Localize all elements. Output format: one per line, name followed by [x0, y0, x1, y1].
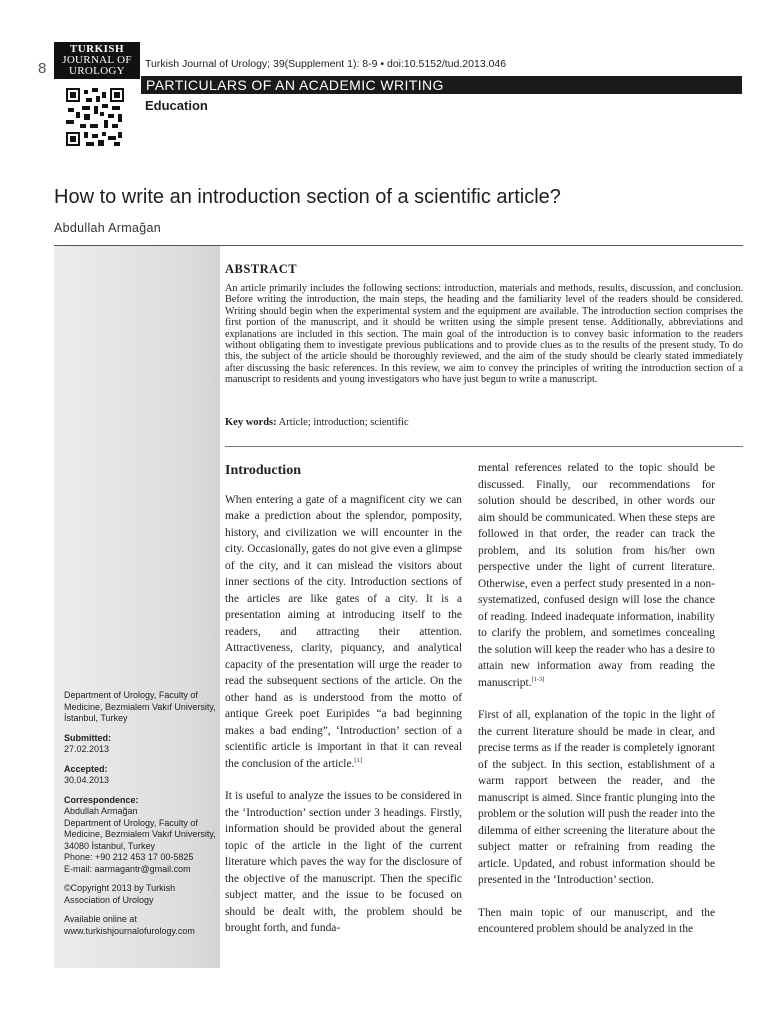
logo-line-3: UROLOGY — [69, 65, 125, 77]
accepted-date: 30.04.2013 — [64, 775, 110, 785]
paragraph-text: mental references related to the topic should be discussed. Finally, our recommendations for solution should be described, in other words our aim should be communicated. When these steps are followed in that order, the reader can track the problem, and its solution from his/her own perspective under the light of current literature. Otherwise, even a perfect study presented in a non-systematized, confused design will lose the chance of reading. Indeed inadequate information, inability to clarify the problem, and sometimes concealing the solution will keep the reader who has a desire to attain new information away from reading the manuscript. — [478, 462, 715, 689]
correspondence-address: Department of Urology, Faculty of Medicine, Bezmialem Vakıf University, 34080 İstanbul, Turkey — [64, 817, 216, 851]
keywords-label: Key words: — [225, 417, 277, 428]
journal-logo — [54, 42, 140, 79]
qr-code-icon — [66, 88, 124, 146]
keywords-value: Article; introduction; scientific — [278, 417, 409, 428]
correspondence-label: Correspondence: — [64, 794, 139, 805]
accepted-block — [64, 764, 216, 787]
journal-url-link[interactable]: www.turkishjournalofurology.com — [64, 925, 195, 936]
reference-marker[interactable]: [1] — [354, 756, 362, 764]
section-title-bar: PARTICULARS OF AN ACADEMIC WRITING — [141, 76, 742, 94]
correspondence-name: Abdullah Armağan — [64, 806, 138, 816]
submitted-date: 27.02.2013 — [64, 744, 110, 754]
logo-line-2: JOURNAL OF — [62, 54, 132, 66]
article-category: Education — [145, 98, 208, 113]
available-online — [64, 914, 216, 937]
submitted-label: Submitted: — [64, 732, 111, 743]
logo-line-1: TURKISH — [69, 43, 125, 55]
body-column-right — [478, 460, 715, 954]
submitted-block — [64, 733, 216, 756]
article-info — [64, 690, 216, 945]
accepted-label: Accepted: — [64, 763, 108, 774]
correspondence-email[interactable]: E-mail: aarmagantr@gmail.com — [64, 863, 191, 874]
paragraph — [478, 460, 715, 691]
paragraph: First of all, explanation of the topic in the light of the current literature should be made in clear, and precise terms as if the reader is completely ignorant of the subject. In this section, establishment of a warm rapport between the reader, and the manuscript is aimed. Since frantic plunging into the problem or the solution will push the reader into the dilemma of either screening the literature about the subject matter or refraining from reading the article. Updated, and robust information should be presented in the ‘Introduction’ section. — [478, 709, 715, 886]
journal-citation: Turkish Journal of Urology; 39(Supplement 1): 8-9 • doi:10.5152/tud.2013.046 — [145, 58, 507, 70]
available-label: Available online at — [64, 914, 137, 924]
body-column-left — [225, 460, 462, 953]
correspondence-phone: Phone: +90 212 453 17 00-5825 — [64, 852, 194, 862]
abstract-section — [225, 262, 743, 386]
abstract-heading: ABSTRACT — [225, 262, 298, 276]
article-title: How to write an introduction section of a scientific article? — [54, 186, 561, 208]
section-heading-introduction: Introduction — [225, 463, 301, 478]
article-author: Abdullah Armağan — [54, 221, 161, 235]
affiliation: Department of Urology, Faculty of Medicine, Bezmialem Vakıf University, İstanbul, Turkey — [64, 690, 216, 723]
paragraph: Then main topic of our manuscript, and the encountered problem should be analyzed in the — [478, 906, 715, 935]
page-number: 8 — [38, 60, 47, 77]
divider — [225, 446, 743, 447]
paragraph: It is useful to analyze the issues to be considered in the ‘Introduction’ section under 3 headings. Firstly, information should be provided about the general topic of the article in the light of the current literature which paves the way for the disclosure of the objective of the manuscript. Then the specific subject matter, and the issue to be focused on should be dealt with, the problem should be brought forth, and funda- — [225, 790, 462, 934]
copyright: ©Copyright 2013 by Turkish Association of Urology — [64, 883, 176, 905]
correspondence-block — [64, 795, 216, 876]
keywords — [225, 417, 409, 428]
abstract-text: An article primarily includes the following sections: introduction, materials and methods, results, discussion, and conclusion. Before writing the introduction, the main steps, the heading and the familiarity level of the readers should be considered. Writing should begin when the experimental system and the equipment are available. The introduction section comprises the first portion of the manuscript, and it should be written using the simple present tense. Additionally, abbreviations and explanations are included in this section. The main goal of the introduction is to convey basic information to the readers without obligating them to investigate previous publications and to provide clues as to the results of the present study. To do this, the subject of the article should be thoroughly reviewed, and the aim of the study should be clearly stated immediately after discussing the basic references. In this review, we aim to convey the principles of writing the introduction section of a manuscript to residents and young investigators who have just begun to write a manuscript. — [225, 283, 743, 386]
paragraph — [225, 492, 462, 773]
reference-marker[interactable]: [1-3] — [531, 675, 545, 683]
paragraph-text: When entering a gate of a magnificent city we can make a prediction about the splendor, pomposity, history, and civilization we will encounter in the city. Occasionally, gates do not give even a glimpse of the city, and it can mislead the visitors about inner sections of the city. Introduction sections of the articles are like gates of a city. It is a presentation aiming at introducing itself to the readers, and attracting their attention. Attractiveness, clarity, piquancy, and analytical capacity of the presentation will urge the reader to read the subsequent sections of the article. On the other hand as is understood from the motto of antique Greek poet Euripides “a bad beginning makes a bad ending”, ‘Introduction’ section of a scientific article is important in that it can reveal the conclusion of the article. — [225, 493, 462, 770]
